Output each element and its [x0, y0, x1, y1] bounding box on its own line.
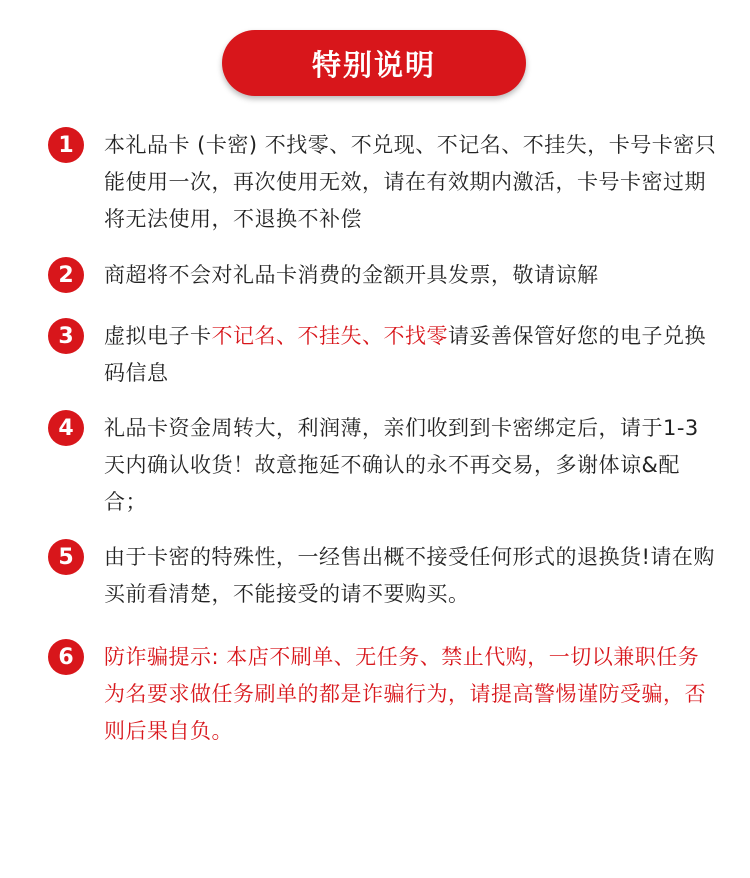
item-text: 本礼品卡 (卡密) 不找零、不兑现、不记名、不挂失，卡号卡密只能使用一次，再次使用无效，请在有效期内激活，卡号卡密过期将无法使用，不退换不补偿 [104, 133, 717, 231]
notice-item-5 [48, 539, 718, 613]
item-number-badge: 4 [48, 410, 84, 446]
section-title: 特别说明 [311, 47, 436, 82]
item-number-badge: 3 [48, 318, 84, 354]
section-title-banner [222, 30, 526, 96]
notice-item-2 [48, 257, 718, 294]
notice-item-3 [48, 318, 718, 392]
notice-item-6 [48, 639, 718, 750]
item-text: 由于卡密的特殊性，一经售出概不接受任何形式的退换货!请在购买前看清楚，不能接受的请不要购买。 [104, 545, 715, 606]
item-number-badge: 6 [48, 639, 84, 675]
item-text [104, 318, 718, 392]
notice-item-4 [48, 410, 718, 521]
item-text-warning: 防诈骗提示: 本店不刷单、无任务、禁止代购，一切以兼职任务为名要求做任务刷单的都是诈骗行为，请提高警惕谨防受骗，否则后果自负。 [104, 645, 706, 743]
item-text-prefix: 虚拟电子卡 [104, 324, 212, 348]
item-text: 商超将不会对礼品卡消费的金额开具发票，敬请谅解 [104, 263, 599, 287]
notice-item-1 [48, 127, 718, 238]
item-number-badge: 1 [48, 127, 84, 163]
item-number-badge: 5 [48, 539, 84, 575]
item-text-suffix: 请妥善保管好您的电子兑换码信息 [104, 324, 706, 385]
item-number-badge: 2 [48, 257, 84, 293]
item-text-highlight: 不记名、不挂失、不找零 [211, 324, 448, 348]
item-text: 礼品卡资金周转大，利润薄，亲们收到到卡密绑定后，请于1-3天内确认收货！故意拖延不确认的永不再交易，多谢体谅&配合； [104, 416, 699, 514]
